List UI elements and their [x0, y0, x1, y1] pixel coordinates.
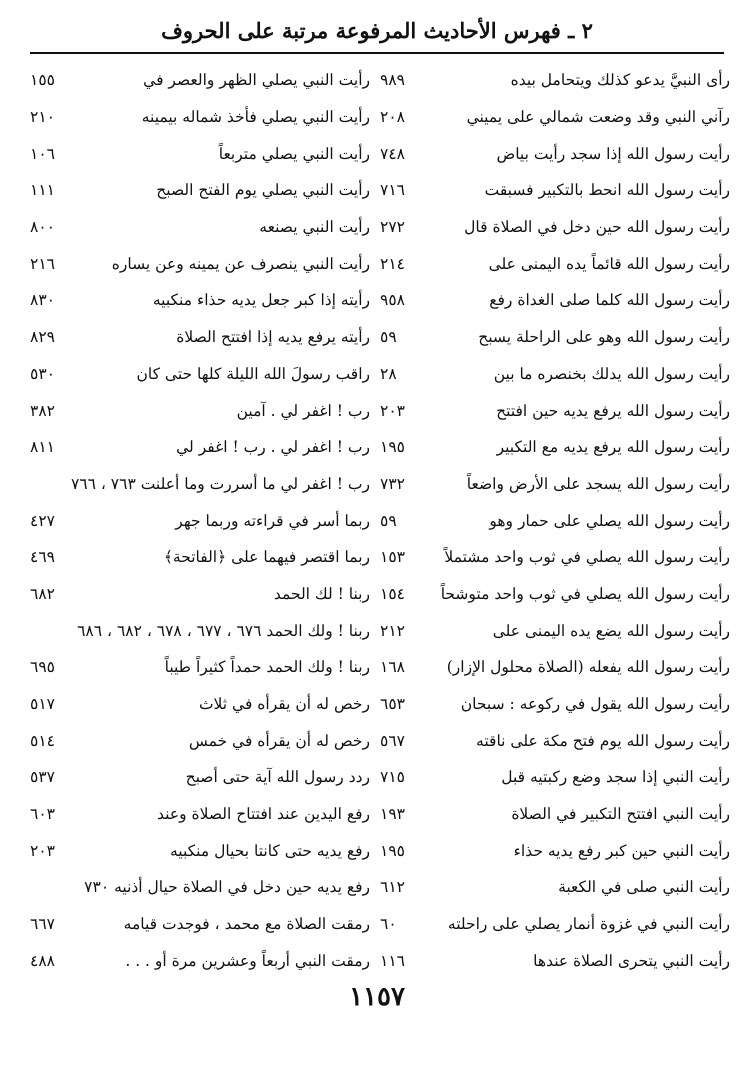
index-entry	[30, 722, 370, 759]
index-entry	[30, 319, 370, 356]
index-entry	[30, 943, 370, 980]
index-entry	[380, 356, 730, 393]
hadith-number: ٨٢٩	[30, 328, 55, 347]
hadith-number: ١١١	[30, 181, 55, 200]
hadith-number: ٩٥٨	[380, 291, 405, 310]
index-entry	[380, 172, 730, 209]
hadith-incipit: رب ! اغفر لي ما أسررت وما أعلنت ٧٦٣ ، ٧٦٦	[70, 474, 370, 493]
hadith-incipit: رأيت النبي يصنعه	[259, 218, 370, 237]
hadith-incipit: رأيت رسول الله يقول في ركوعه : سبحان	[460, 695, 730, 714]
index-entry	[380, 539, 730, 576]
hadith-number: ٥٣٠	[30, 364, 55, 383]
hadith-number: ٦٨٢	[30, 584, 55, 603]
index-entry	[380, 319, 730, 356]
hadith-incipit: رب ! اغفر لي . آمين	[236, 401, 370, 420]
hadith-number: ٢١٤	[380, 254, 405, 273]
hadith-incipit: رأيت النبي يصلي فأخذ شماله بيمينه	[141, 108, 370, 127]
hadith-incipit: رأيت رسول الله انحط بالتكبير فسبقت	[484, 181, 730, 200]
hadith-incipit: راقب رسولَ الله الليلة كلها حتى كان	[136, 364, 370, 383]
hadith-number: ٧١٥	[380, 768, 405, 787]
hadith-number: ٨١١	[30, 438, 55, 457]
hadith-incipit: رأيت رسول الله إذا سجد رأيت بياض	[496, 144, 730, 163]
index-entry	[380, 906, 730, 943]
hadith-number: ٤٦٩	[30, 548, 55, 567]
hadith-incipit: رأيت رسول الله يصلي في ثوب واحد متوشحاً	[440, 584, 730, 603]
index-entry	[30, 649, 370, 686]
left-index-column	[30, 62, 370, 979]
hadith-incipit: رأيت رسول الله حين دخل في الصلاة قال	[464, 218, 730, 237]
index-entry	[30, 282, 370, 319]
index-entry	[30, 869, 370, 906]
index-entry	[30, 612, 370, 649]
hadith-number: ٢١٠	[30, 108, 55, 127]
hadith-number: ٢١٦	[30, 254, 55, 273]
index-entry	[380, 686, 730, 723]
hadith-number: ٢٧٢	[380, 218, 405, 237]
hadith-number: ٦٠	[380, 915, 397, 934]
index-entry	[380, 466, 730, 503]
page-header	[30, 14, 724, 54]
index-entry	[380, 722, 730, 759]
index-entry	[380, 502, 730, 539]
hadith-incipit: رأيت رسول الله يوم فتح مكة على ناقته	[476, 731, 730, 750]
hadith-number: ٤٨٨	[30, 951, 55, 970]
index-entry	[30, 209, 370, 246]
hadith-incipit: رأيت رسول الله يصلي في ثوب واحد مشتملاً	[444, 548, 730, 567]
hadith-number: ١١٦	[380, 951, 405, 970]
hadith-number: ٧١٦	[380, 181, 405, 200]
hadith-number: ٧٣٢	[380, 474, 405, 493]
hadith-incipit: رأيت النبي في غزوة أنمار يصلي على راحلته	[447, 915, 730, 934]
index-entry	[30, 172, 370, 209]
index-entry	[30, 466, 370, 503]
hadith-number: ١٥٥	[30, 71, 55, 90]
hadith-number: ٥١٧	[30, 695, 55, 714]
hadith-incipit: رأيت رسول الله يضع يده اليمنى على	[492, 621, 730, 640]
hadith-incipit: رأيت رسول الله يفعله (الصلاة محلول الإزار)	[446, 658, 730, 677]
right-index-column	[380, 62, 730, 979]
index-entry	[30, 135, 370, 172]
hadith-incipit: رأيت رسول الله كلما صلى الغداة رفع	[489, 291, 730, 310]
index-entry	[380, 576, 730, 613]
hadith-incipit: رآني النبي وقد وضعت شمالي على يميني	[466, 108, 730, 127]
hadith-incipit: رأيته إذا كبر جعل يديه حذاء منكبيه	[152, 291, 370, 310]
page-title: ٢ ـ فهرس الأحاديث المرفوعة مرتبة على الحروف	[161, 18, 593, 43]
hadith-incipit: ربنا ! ولك الحمد ٦٧٦ ، ٦٧٧ ، ٦٧٨ ، ٦٨٢ ، ٦٨٦	[77, 621, 370, 640]
hadith-incipit: رأيت رسول الله قائماً يده اليمنى على	[488, 254, 730, 273]
index-entry	[380, 62, 730, 99]
index-entry	[380, 429, 730, 466]
hadith-number: ٨٣٠	[30, 291, 55, 310]
hadith-incipit: ربما اقتصر فيهما على ﴿الفاتحة﴾	[163, 548, 370, 567]
index-entry	[30, 539, 370, 576]
index-entry	[380, 796, 730, 833]
hadith-incipit: رخص له أن يقرأه في ثلاث	[198, 695, 370, 714]
hadith-number: ٩٨٩	[380, 71, 405, 90]
hadith-incipit: رأيت النبي يصلي يوم الفتح الصبح	[156, 181, 370, 200]
hadith-number: ١٩٣	[380, 805, 405, 824]
hadith-incipit: ربنا ! ولك الحمد حمداً كثيراً طيباً	[164, 658, 370, 677]
hadith-number: ٦١٢	[380, 878, 405, 897]
index-entry	[30, 392, 370, 429]
index-entry	[380, 392, 730, 429]
hadith-incipit: رأيت النبي يصلي متربعاً	[218, 144, 370, 163]
hadith-incipit: رأيت النبي صلى في الكعبة	[558, 878, 730, 897]
hadith-incipit: رأيت رسول الله يرفع يديه مع التكبير	[496, 438, 730, 457]
index-entry	[30, 99, 370, 136]
hadith-incipit: رأيته يرفع يديه إذا افتتح الصلاة	[176, 328, 370, 347]
index-entry	[380, 869, 730, 906]
hadith-number: ١٠٦	[30, 144, 55, 163]
hadith-incipit: ربما أسر في قراءته وربما جهر	[175, 511, 370, 530]
index-entry	[30, 245, 370, 282]
index-entry	[380, 209, 730, 246]
index-entry	[30, 62, 370, 99]
hadith-number: ٥٩	[380, 511, 397, 530]
index-entry	[30, 832, 370, 869]
hadith-number: ٢٠٨	[380, 108, 405, 127]
hadith-incipit: رأيت رسول الله يسجد على الأرض واضعاً	[466, 474, 730, 493]
page-number: ١١٥٧	[349, 982, 405, 1012]
hadith-number: ٤٢٧	[30, 511, 55, 530]
index-entry	[30, 356, 370, 393]
hadith-incipit: رفع يديه حتى كانتا بحيال منكبيه	[169, 841, 370, 860]
hadith-number: ٦٥٣	[380, 695, 405, 714]
hadith-incipit: رفع اليدين عند افتتاح الصلاة وعند	[157, 805, 370, 824]
hadith-number: ٥٩	[380, 328, 397, 347]
hadith-number: ٥٦٧	[380, 731, 405, 750]
index-entry	[30, 686, 370, 723]
hadith-number: ٥١٤	[30, 731, 55, 750]
index-entry	[380, 99, 730, 136]
hadith-incipit: ردد رسول الله آية حتى أصبح	[185, 768, 370, 787]
hadith-number: ٧٤٨	[380, 144, 405, 163]
hadith-number: ٣٨٢	[30, 401, 55, 420]
hadith-incipit: رأيت رسول الله يرفع يديه حين افتتح	[496, 401, 730, 420]
hadith-number: ٦٠٣	[30, 805, 55, 824]
hadith-incipit: رأيت النبي ينصرف عن يمينه وعن يساره	[111, 254, 370, 273]
hadith-incipit: رب ! اغفر لي . رب ! اغفر لي	[176, 438, 370, 457]
hadith-number: ١٥٤	[380, 584, 405, 603]
hadith-incipit: رأيت النبي افتتح التكبير في الصلاة	[511, 805, 730, 824]
index-entry	[30, 502, 370, 539]
hadith-number: ٢٨	[380, 364, 397, 383]
hadith-number: ٥٣٧	[30, 768, 55, 787]
hadith-number: ٦٩٥	[30, 658, 55, 677]
hadith-number: ٢١٢	[380, 621, 405, 640]
hadith-number: ٢٠٣	[380, 401, 405, 420]
hadith-incipit: رأيت النبي يصلي الظهر والعصر في	[143, 71, 370, 90]
hadith-incipit: رأيت النبي إذا سجد وضع ركبتيه قبل	[501, 768, 730, 787]
hadith-number: ١٦٨	[380, 658, 405, 677]
hadith-incipit: رخص له أن يقرأه في خمس	[188, 731, 370, 750]
index-entry	[30, 759, 370, 796]
hadith-incipit: رمقت النبي أربعاً وعشرين مرة أو . . .	[125, 951, 370, 970]
hadith-number: ٢٠٣	[30, 841, 55, 860]
hadith-incipit: رفع يديه حين دخل في الصلاة حيال أذنيه ٧٣٠	[84, 878, 370, 897]
index-entry	[30, 429, 370, 466]
hadith-incipit: رأيت رسول الله وهو على الراحلة يسبح	[478, 328, 730, 347]
index-entry	[380, 943, 730, 980]
hadith-incipit: رأيت النبي حين كبر رفع يديه حذاء	[513, 841, 730, 860]
index-entry	[380, 832, 730, 869]
index-entry	[380, 245, 730, 282]
index-entry	[380, 135, 730, 172]
hadith-incipit: رأيت رسول الله يصلي على حمار وهو	[489, 511, 730, 530]
index-entry	[380, 612, 730, 649]
index-entry	[380, 759, 730, 796]
hadith-incipit: رأى النبيَّ يدعو كذلك ويتحامل بيده	[510, 71, 730, 90]
index-entry	[380, 649, 730, 686]
hadith-incipit: رأيت النبي يتحرى الصلاة عندها	[533, 951, 730, 970]
hadith-number: ٦٦٧	[30, 915, 55, 934]
hadith-number: ١٩٥	[380, 841, 405, 860]
index-entry	[30, 576, 370, 613]
index-entry	[380, 282, 730, 319]
index-entry	[30, 796, 370, 833]
hadith-incipit: رمقت الصلاة مع محمد ، فوجدت قيامه	[123, 915, 370, 934]
hadith-incipit: ربنا ! لك الحمد	[273, 584, 370, 603]
hadith-incipit: رأيت رسول الله يدلك بخنصره ما بين	[493, 364, 730, 383]
index-entry	[30, 906, 370, 943]
hadith-number: ١٥٣	[380, 548, 405, 567]
hadith-number: ٨٠٠	[30, 218, 55, 237]
hadith-number: ١٩٥	[380, 438, 405, 457]
